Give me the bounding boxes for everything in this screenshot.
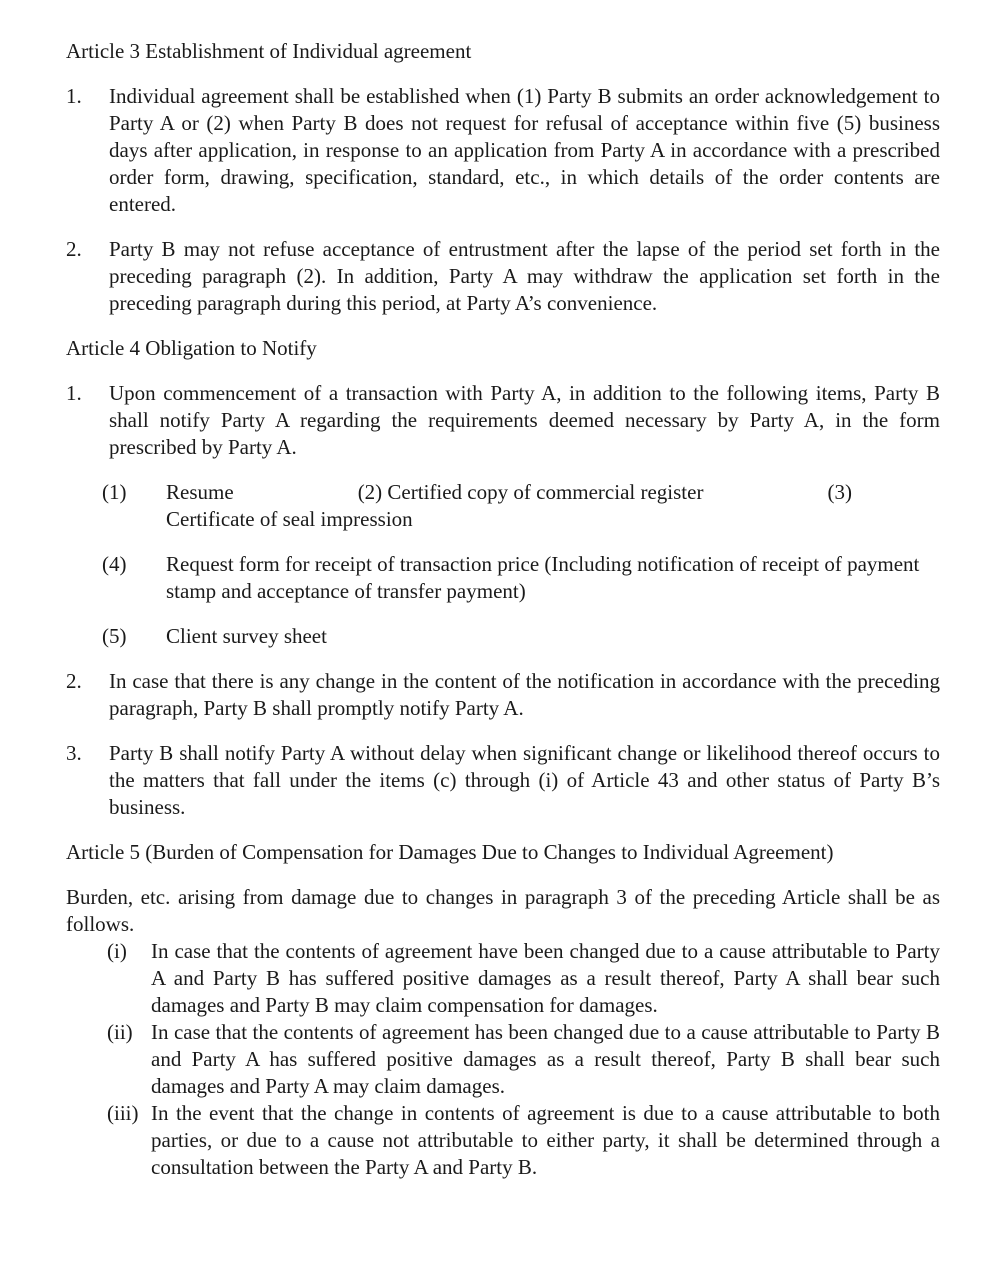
article-3-paragraph-2 [66, 236, 940, 317]
article-5-heading: Article 5 (Burden of Compensation for Damages Due to Changes to Individual Agreement) [66, 840, 834, 864]
item-number: (4) [102, 552, 127, 576]
article-4-paragraph-2 [66, 668, 940, 722]
article-4-heading: Article 4 Obligation to Notify [66, 336, 317, 360]
article-3-paragraph-1 [66, 83, 940, 218]
item-number: (1) [102, 480, 127, 504]
item-text: In the event that the change in contents of agreement is due to a cause attributable to both parties, or due to a cause not attributable to either party, it shall be determined through a consultation between the Party A and Party B. [151, 1101, 940, 1179]
item-number: (iii) [107, 1101, 139, 1125]
article-4-items-1-3 [102, 479, 940, 533]
paragraph-text: In case that there is any change in the content of the notification in accordance with the preceding paragraph, Party B shall promptly notify Party A. [109, 669, 940, 720]
item-resume: Resume [166, 480, 234, 504]
article-4-paragraph-1 [66, 380, 940, 461]
item-text: Request form for receipt of transaction price (Including notification of receipt of payment stamp and acceptance of transfer payment) [166, 552, 920, 603]
item-number: (ii) [107, 1020, 133, 1044]
item-row [166, 479, 940, 506]
article-3-heading: Article 3 Establishment of Individual agreement [66, 39, 472, 63]
paragraph-number: 1. [66, 381, 82, 405]
item-number: (5) [102, 624, 127, 648]
paragraph-text: Upon commencement of a transaction with Party A, in addition to the following items, Party B shall notify Party A regarding the requirements deemed necessary by Party A, in the form prescribed by Party A. [109, 381, 940, 459]
article-5-item-iii [107, 1100, 940, 1181]
paragraph-text: Individual agreement shall be established when (1) Party B submits an order acknowledgement to Party A or (2) when Party B does not request for refusal of acceptance within five (5) business days after application, in response to an application from Party A in accordance with a prescribed order form, drawing, specification, standard, etc., in which details of the order contents are entered. [109, 84, 940, 216]
paragraph-number: 3. [66, 741, 82, 765]
item-text: In case that the contents of agreement has been changed due to a cause attributable to Party B and Party A has suffered positive damages as a result thereof, Party B shall bear such damages and Party A may claim damages. [151, 1020, 940, 1098]
item-number: (i) [107, 939, 127, 963]
item-3-number: (3) [827, 480, 852, 504]
paragraph-number: 1. [66, 84, 82, 108]
item-text: In case that the contents of agreement have been changed due to a cause attributable to Party A and Party B has suffered positive damages as a result thereof, Party A shall bear such damages and Party B may claim compensation for damages. [151, 939, 940, 1017]
paragraph-text: Party B may not refuse acceptance of entrustment after the lapse of the period set forth in the preceding paragraph (2). In addition, Party A may withdraw the application set forth in the preceding paragraph during this period, at Party A’s convenience. [109, 237, 940, 315]
item-text: Client survey sheet [166, 624, 327, 648]
article-5-item-i [107, 938, 940, 1019]
item-seal-certificate: Certificate of seal impression [166, 507, 413, 531]
item-certified-copy: (2) Certified copy of commercial register [357, 480, 704, 504]
article-4-item-4 [102, 551, 940, 605]
paragraph-text: Party B shall notify Party A without delay when significant change or likelihood thereof occurs to the matters that fall under the items (c) through (i) of Article 43 and other status of Party B’s business. [109, 741, 940, 819]
article-5-intro: Burden, etc. arising from damage due to changes in paragraph 3 of the preceding Article shall be as follows. [66, 885, 940, 936]
article-5-item-ii [107, 1019, 940, 1100]
article-4-paragraph-3 [66, 740, 940, 821]
paragraph-number: 2. [66, 237, 82, 261]
article-4-item-list [66, 479, 940, 650]
paragraph-number: 2. [66, 669, 82, 693]
article-5-item-list [66, 938, 940, 1181]
article-4-item-5 [102, 623, 940, 650]
